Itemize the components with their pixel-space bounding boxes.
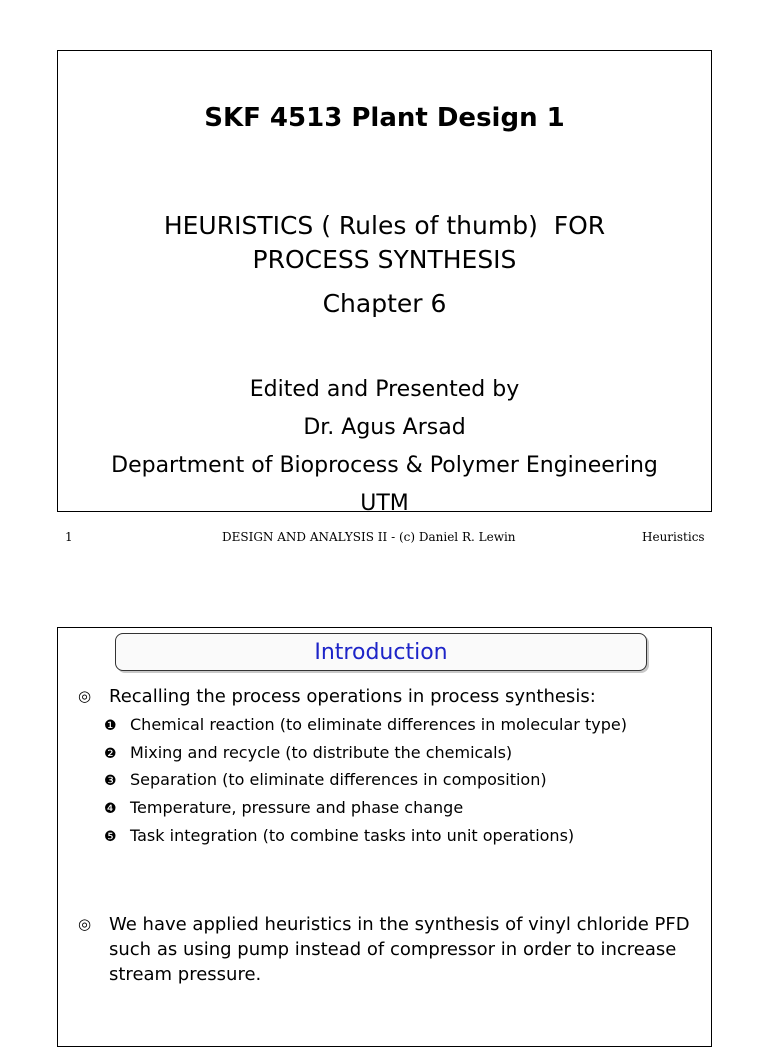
- list-item-text: Chemical reaction (to eliminate differences in molecular type): [130, 715, 627, 734]
- credit-line-3: Department of Bioprocess & Polymer Engineering: [111, 453, 658, 478]
- number-2-icon: ❷: [104, 746, 117, 762]
- list-item: [104, 825, 574, 848]
- bullet-icon: ◎: [78, 687, 92, 705]
- introduction-slide: [57, 627, 712, 1047]
- bullet-point-1: [78, 684, 698, 709]
- list-item-text: Temperature, pressure and phase change: [130, 798, 464, 817]
- number-1-icon: ❶: [104, 718, 117, 734]
- chapter-heading: [58, 209, 711, 277]
- number-3-icon: ❸: [104, 773, 117, 789]
- number-4-icon: ❹: [104, 801, 117, 817]
- credit-line-1: Edited and Presented by: [249, 377, 520, 402]
- list-item-text: Mixing and recycle (to distribute the chemicals): [130, 743, 513, 762]
- slide-title: Introduction: [314, 640, 448, 665]
- list-item-text: Separation (to eliminate differences in composition): [130, 770, 547, 789]
- bullet-icon: ◎: [78, 915, 92, 933]
- credit-line-2: Dr. Agus Arsad: [303, 415, 466, 440]
- list-item: [104, 714, 627, 737]
- page-number: 1: [65, 530, 73, 544]
- bullet-text-2: We have applied heuristics in the synthesis of vinyl chloride PFD such as using pump instead of compressor in order to increase stream pressure.: [109, 914, 690, 985]
- list-item-text: Task integration (to combine tasks into unit operations): [130, 826, 575, 845]
- heading-line-2: PROCESS SYNTHESIS: [252, 245, 517, 274]
- course-title: SKF 4513 Plant Design 1: [204, 103, 565, 133]
- bullet-text-1: Recalling the process operations in process synthesis:: [109, 686, 596, 707]
- title-box: [115, 633, 647, 671]
- credit-line-4: UTM: [360, 491, 409, 516]
- heading-line-1: HEURISTICS ( Rules of thumb) FOR: [163, 211, 606, 240]
- list-item: [104, 769, 547, 792]
- title-slide: [57, 50, 712, 516]
- footer-center-text: DESIGN AND ANALYSIS II - (c) Daniel R. Lewin: [222, 530, 516, 544]
- list-item: [104, 742, 512, 765]
- chapter-label: Chapter 6: [322, 289, 447, 318]
- list-item: [104, 797, 463, 820]
- number-5-icon: ❺: [104, 829, 117, 845]
- bullet-point-2: [78, 912, 698, 987]
- credits-block: [58, 371, 711, 523]
- footer-right-text: Heuristics: [642, 530, 705, 544]
